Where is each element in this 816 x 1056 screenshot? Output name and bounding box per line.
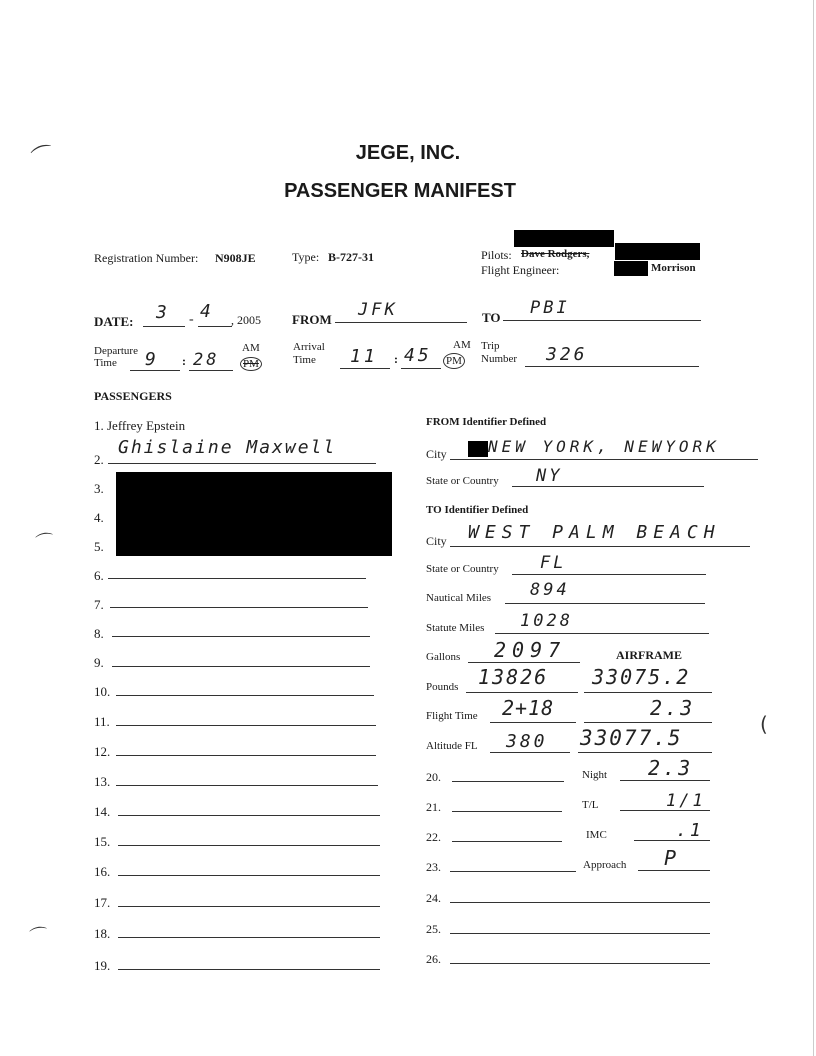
scan-mark: ( xyxy=(760,712,768,736)
airframe-pounds-line xyxy=(584,692,712,693)
passenger-line xyxy=(116,695,374,696)
statute-value: 1028 xyxy=(520,611,573,631)
form-title: PASSENGER MANIFEST xyxy=(284,180,516,202)
departure-hour-line xyxy=(130,370,180,371)
altitude-label: Altitude FL xyxy=(426,740,478,752)
redaction-box xyxy=(615,243,700,260)
passenger-line xyxy=(118,875,380,876)
pounds-line xyxy=(466,692,578,693)
arrival-label: Arrival Time xyxy=(293,341,325,366)
statute-label: Statute Miles xyxy=(426,622,485,634)
line-23 xyxy=(450,871,576,872)
gallons-value: 2097 xyxy=(494,638,567,662)
arrival-colon: : xyxy=(394,352,398,366)
altitude-line xyxy=(490,752,570,753)
night-label: Night xyxy=(582,769,608,781)
departure-colon: : xyxy=(182,354,186,368)
tl-label: T/L xyxy=(582,799,599,811)
pounds-label: Pounds xyxy=(426,681,459,693)
from-state-line xyxy=(512,486,704,487)
flight-time-label: Flight Time xyxy=(426,710,478,722)
to-state-line xyxy=(512,574,706,575)
passenger-13-number: 13. xyxy=(94,774,111,789)
passenger-14-number: 14. xyxy=(94,804,111,819)
company-name: JEGE, INC. xyxy=(355,142,461,164)
pilots-value: Dave Rodgers, xyxy=(521,248,590,260)
redaction-box xyxy=(514,230,614,247)
passenger-6-number: 6. xyxy=(94,568,104,583)
airframe-flight-line xyxy=(584,722,712,723)
departure-am: AM xyxy=(242,342,260,354)
line-24-number: 24. xyxy=(426,891,441,905)
arrival-am: AM xyxy=(453,339,471,351)
from-state-value: NY xyxy=(536,466,563,486)
from-state-label: State or Country xyxy=(426,475,499,487)
date-separator: - xyxy=(189,312,194,327)
redaction-box xyxy=(116,472,392,556)
passenger-12-number: 12. xyxy=(94,744,111,759)
pounds-value: 13826 xyxy=(478,665,549,689)
airframe-flight-value: 2.3 xyxy=(650,696,696,720)
registration-label: Registration Number: xyxy=(94,251,199,265)
to-state-label: State or Country xyxy=(426,563,499,575)
statute-line xyxy=(495,633,709,634)
nautical-label: Nautical Miles xyxy=(426,592,492,604)
passenger-16-number: 16. xyxy=(94,864,111,879)
passenger-line xyxy=(116,725,376,726)
flight-time-value: 2+18 xyxy=(502,696,555,720)
date-month: 3 xyxy=(156,302,170,323)
passenger-line xyxy=(118,937,380,938)
passenger-9-number: 9. xyxy=(94,655,104,670)
arrival-pm-circled: PM xyxy=(443,353,465,369)
line-26-number: 26. xyxy=(426,952,441,966)
date-label: DATE: xyxy=(94,314,134,329)
redaction-box xyxy=(614,261,648,276)
line-23-number: 23. xyxy=(426,860,441,874)
line-21-number: 21. xyxy=(426,800,441,814)
tl-value: 1/1 xyxy=(666,791,706,811)
approach-label: Approach xyxy=(583,859,627,871)
gallons-label: Gallons xyxy=(426,651,461,663)
passenger-1: 1. Jeffrey Epstein xyxy=(94,418,186,433)
to-state-value: FL xyxy=(540,553,567,573)
passenger-18-number: 18. xyxy=(94,926,111,941)
registration-value: N908JE xyxy=(215,251,256,265)
line-25 xyxy=(450,933,710,934)
from-identifier-heading: FROM Identifier Defined xyxy=(426,416,547,428)
passenger-line xyxy=(112,666,370,667)
departure-min-line xyxy=(189,370,233,371)
imc-value: .1 xyxy=(676,820,704,841)
to-identifier-heading: TO Identifier Defined xyxy=(426,504,529,516)
date-year: , 2005 xyxy=(231,313,261,327)
from-city-label: City xyxy=(426,447,447,461)
night-value: 2.3 xyxy=(648,756,694,780)
scan-mark: ⌒ xyxy=(28,924,50,949)
from-value: JFK xyxy=(358,300,398,320)
passenger-7-number: 7. xyxy=(94,597,104,612)
passenger-line xyxy=(118,906,380,907)
trip-number: 326 xyxy=(546,344,588,365)
passenger-line xyxy=(108,578,366,579)
airframe-altitude-value: 33077.5 xyxy=(580,726,683,750)
passenger-10-number: 10. xyxy=(94,684,111,699)
airframe-altitude-line xyxy=(578,752,712,753)
airframe-label: AIRFRAME xyxy=(616,648,682,662)
to-city-line xyxy=(450,546,750,547)
imc-label: IMC xyxy=(586,829,607,841)
passenger-2-number: 2. xyxy=(94,452,104,467)
from-city-line xyxy=(450,459,758,460)
night-line xyxy=(620,780,710,781)
redaction-box xyxy=(468,441,488,457)
line-22 xyxy=(452,841,562,842)
departure-label: Departure Time xyxy=(94,345,138,369)
engineer-value: Morrison xyxy=(651,262,696,274)
scan-mark: ⌒ xyxy=(34,530,56,555)
passenger-line xyxy=(116,755,376,756)
date-day-line xyxy=(198,326,232,327)
to-city-value: WEST PALM BEACH xyxy=(468,522,721,543)
approach-line xyxy=(638,870,710,871)
passenger-line xyxy=(110,607,368,608)
line-25-number: 25. xyxy=(426,922,441,936)
arrival-hour: 11 xyxy=(350,346,378,367)
to-city-label: City xyxy=(426,534,447,548)
passenger-line xyxy=(116,785,378,786)
from-line xyxy=(335,322,467,323)
date-month-line xyxy=(143,326,185,327)
passenger-11-number: 11. xyxy=(94,714,110,729)
passenger-4-number: 4. xyxy=(94,510,104,525)
departure-minute: 28 xyxy=(193,350,220,370)
passenger-line xyxy=(112,636,370,637)
passenger-8-number: 8. xyxy=(94,626,104,641)
from-city-value: NEW YORK, NEWYORK xyxy=(488,437,720,456)
pilots-label: Pilots: xyxy=(481,248,512,262)
nautical-line xyxy=(505,603,705,604)
passenger-17-number: 17. xyxy=(94,895,111,910)
departure-pm-circled: PM xyxy=(240,357,262,371)
to-label: TO xyxy=(482,310,501,325)
passengers-label: PASSENGERS xyxy=(94,389,172,403)
line-20-number: 20. xyxy=(426,770,441,784)
passenger-line xyxy=(118,815,380,816)
line-20 xyxy=(452,781,564,782)
passenger-2-line xyxy=(108,463,376,464)
arrival-min-line xyxy=(401,368,441,369)
line-22-number: 22. xyxy=(426,830,441,844)
line-26 xyxy=(450,963,710,964)
passenger-5-number: 5. xyxy=(94,539,104,554)
trip-label: Trip Number xyxy=(481,340,518,365)
line-21 xyxy=(452,811,562,812)
engineer-label: Flight Engineer: xyxy=(481,263,560,277)
type-label: Type: xyxy=(292,250,320,264)
to-line xyxy=(503,320,701,321)
arrival-hour-line xyxy=(340,368,390,369)
to-value: PBI xyxy=(530,298,570,318)
passenger-line xyxy=(118,845,380,846)
passenger-3-number: 3. xyxy=(94,481,104,496)
trip-line xyxy=(525,366,699,367)
passenger-line xyxy=(118,969,380,970)
type-value: B-727-31 xyxy=(328,250,374,264)
approach-value: P xyxy=(664,846,680,870)
passenger-15-number: 15. xyxy=(94,834,111,849)
departure-hour: 9 xyxy=(145,349,159,370)
nautical-value: 894 xyxy=(530,580,570,600)
arrival-minute: 45 xyxy=(404,345,432,366)
altitude-value: 380 xyxy=(506,731,548,752)
line-24 xyxy=(450,902,710,903)
airframe-pounds-value: 33075.2 xyxy=(592,665,691,689)
from-label: FROM xyxy=(292,312,332,327)
passenger-19-number: 19. xyxy=(94,958,111,973)
scan-mark: ⌒ xyxy=(29,141,59,173)
flight-time-line xyxy=(490,722,576,723)
date-day: 4 xyxy=(200,301,214,322)
passenger-2-name: Ghislaine Maxwell xyxy=(118,437,337,458)
gallons-line xyxy=(468,662,580,663)
